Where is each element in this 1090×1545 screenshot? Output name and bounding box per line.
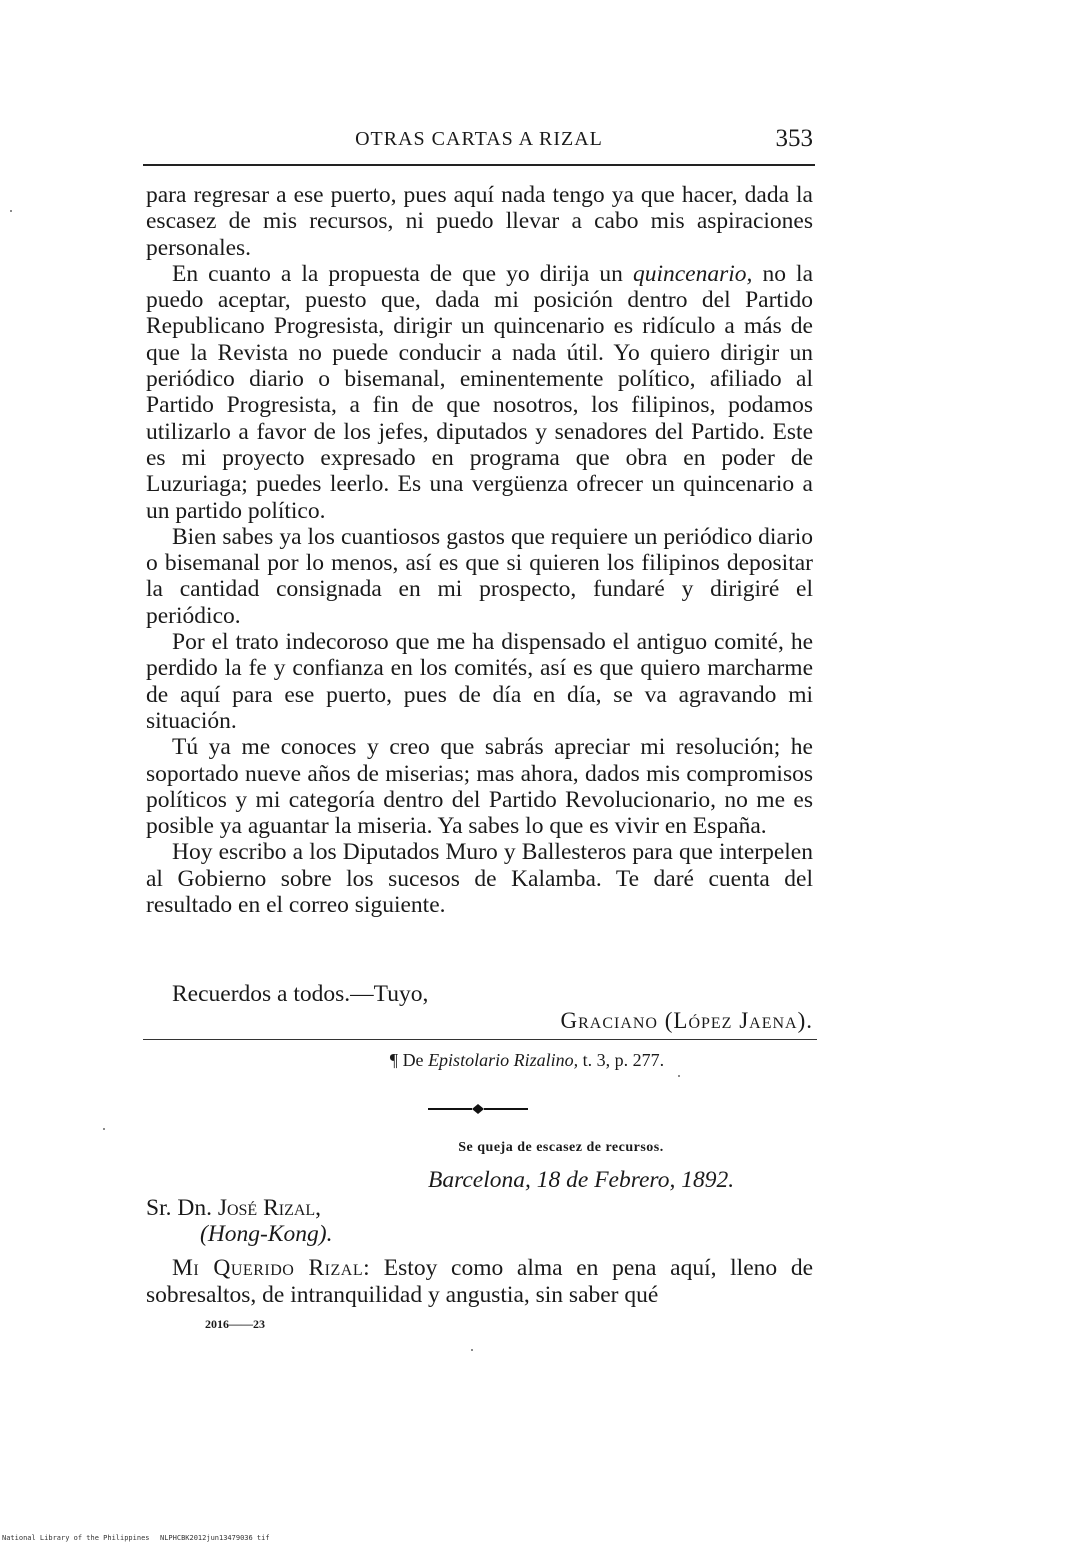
letter-body-continued xyxy=(146,182,813,918)
scan-speck xyxy=(471,1349,473,1351)
paragraph: Por el trato indecoroso que me ha dispensado el antiguo comité, he perdido la fe y confianza en los comités, así es que quiero marcharme de aquí para ese puerto, pues de día en día, se va agravando mi situación. xyxy=(146,629,813,734)
addressee-city: (Hong-Kong). xyxy=(200,1221,333,1247)
section-ornament-icon xyxy=(428,1103,528,1115)
pilcrow-mark: ¶ xyxy=(389,1050,399,1070)
dateline: Barcelona, 18 de Febrero, 1892. xyxy=(428,1167,735,1193)
running-head xyxy=(145,125,813,162)
salutation: Mi Querido Rizal: xyxy=(172,1255,371,1281)
paragraph: Hoy escribo a los Diputados Muro y Ballesteros para que interpelen al Gobierno sobre los sucesos de Kalamba. Te daré cuenta del resultado en el correo siguiente. xyxy=(146,839,813,919)
letter-summary: Se queja de escasez de recursos. xyxy=(458,1140,664,1155)
paragraph: Bien sabes ya los cuantiosos gastos que requiere un periódico diario o bisemanal por lo menos, así es que si quieren los filipinos depositar la cantidad consignada en mi prospecto, fundaré y dirigiré el periódico. xyxy=(146,523,813,629)
scan-credit: National Library of the Philippines xyxy=(2,1534,150,1542)
addressee-name: José Rizal, xyxy=(217,1195,322,1221)
scan-speck xyxy=(678,1075,680,1077)
signature: Graciano (López Jaena). xyxy=(560,1008,813,1033)
closing: Recuerdos a todos.—Tuyo, xyxy=(172,981,429,1007)
running-title: OTRAS CARTAS A RIZAL xyxy=(355,128,603,150)
paragraph: Tú ya me conoces y creo que sabrás apreciar mi resolución; he soportado nueve años de miserias; mas ahora, dados mis compromisos políticos y mi categoría dentro del Partido Revolucionario, no me es posible ya aguantar la miseria. Ya sabes lo que es vivir en España. xyxy=(146,734,813,840)
scan-speck xyxy=(103,1128,105,1130)
page-number: 353 xyxy=(775,125,813,152)
scan-id: NLPHCBK2012jun13479036 tif xyxy=(160,1534,270,1542)
emphasis-word: quincenario, xyxy=(632,260,753,287)
footnote: ¶ De Epistolario Rizalino, t. 3, p. 277. xyxy=(389,1050,665,1070)
letter-opening: Mi Querido Rizal: Estoy como alma en pena aquí, lleno de sobresaltos, de intranquilidad y angustia, sin saber qué xyxy=(146,1255,814,1308)
paragraph: para regresar a ese puerto, pues aquí nada tengo ya que hacer, dada la escasez de mis recursos, ni puedo llevar a cabo mis aspiraciones personales. xyxy=(146,182,813,261)
addressee: Sr. Dn. José Rizal, xyxy=(146,1195,322,1221)
source-title: Epistolario Rizalino, xyxy=(428,1050,579,1070)
paragraph: En cuanto a la propuesta de que yo dirija un quincenario, no la puedo aceptar, puesto que, dada mi posición dentro del Partido Republicano Progresista, dirigir un quincenario es ridículo a más de que la Revista no puede conducir a nada útil. Yo quiero dirigir un periódico diario o bisemanal, eminentemente político, afiliado al Partido Progresista, a fin de que nosotros, los filipinos, podamos utilizarlo a favor de los jefes, diputados y senadores del Partido. Este es mi proyecto expresado en programa que obra en poder de Luzuriaga; puedes leerlo. Es una vergüenza ofrecer un quincenario a un partido político. xyxy=(146,260,813,524)
printer-signature-mark: 2016——23 xyxy=(205,1317,265,1331)
scan-speck xyxy=(10,210,12,212)
footnote-rule xyxy=(143,1039,817,1040)
header-rule xyxy=(143,164,815,166)
